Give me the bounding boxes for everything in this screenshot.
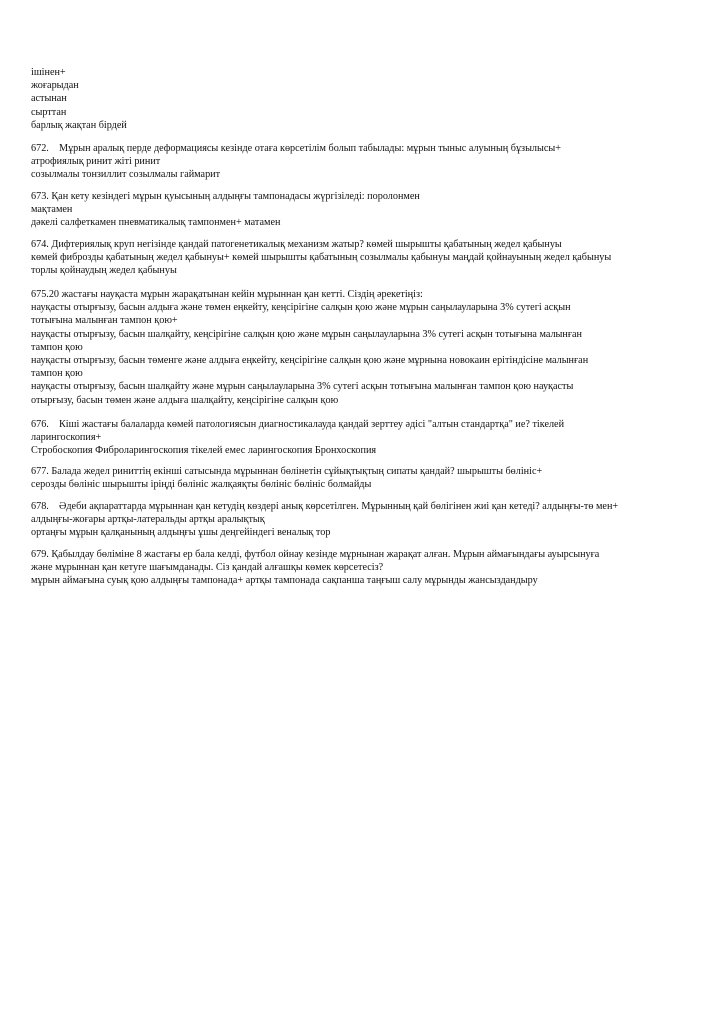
text-line: мақтамен <box>31 204 73 216</box>
text-line: көмей фиброзды қабатының жедел қабынуы+ көмей шырышты қабатының созылмалы қабынуы маңдай қойнауының жедел қабынуы <box>31 252 612 264</box>
text-line: науқасты отырғызу, басын алдыға және төмен еңкейту, кеңсірігіне салқын қою және мұрын саңылауларына 3% сутегі асқын <box>31 302 571 314</box>
text-line: астынан <box>31 93 67 105</box>
text-line: және мұрыннан қан кетуге шағымданады. Сіз қандай алғашқы көмек көрсетесіз? <box>31 562 384 574</box>
question-672 <box>31 142 683 182</box>
question-text: 673. Қан кету кезіндегі мұрын қуысының алдыңғы тампонадасы жүргізіледі: поролонмен <box>31 191 420 202</box>
question-676 <box>31 418 683 458</box>
text-line: серозды бөлініс шырышты іріңді бөлініс жалқаяқты бөлініс бөлініс болмайды <box>31 479 372 491</box>
question-677 <box>31 465 683 491</box>
question-679 <box>31 548 683 588</box>
text-line: тампон қою <box>31 368 83 380</box>
text-line: ларингоскопия+ <box>31 432 102 444</box>
question-678 <box>31 500 683 540</box>
text-line: отырғызу, басын төмен және алдыға шалқайту, кеңсірігіне салқын қою <box>31 394 339 406</box>
question-text: 676. Кіші жастағы балаларда көмей патологиясын диагностикалауда қандай зерттеу әдісі "алтын стандартқа" ие? тікелей <box>31 419 565 430</box>
text-line: науқасты отырғызу, басын төменге және алдыға еңкейту, кеңсірігіне салқын қою және мұрнына новокаин ерітіндісіне малынған <box>31 355 589 367</box>
question-text: 677. Балада жедел риниттің екінші сатысында мұрыннан бөлінетін сұйықтықтың сипаты қандай? шырышты бөлініс+ <box>31 466 543 477</box>
text-line: ішінен+ <box>31 67 66 78</box>
question-675 <box>31 288 683 407</box>
answer-options-671 <box>31 66 683 132</box>
text-line: тотығына малынған тампон қою+ <box>31 315 178 327</box>
question-text: 674. Дифтериялық круп негізінде қандай патогенетикалық механизм жатыр? көмей шырышты қабатының жедел қабынуы <box>31 239 562 250</box>
question-text: 675.20 жастағы науқаста мұрын жарақатынан кейін мұрыннан қан кетті. Сіздің әрекетіңіз: <box>31 289 423 300</box>
text-line: сырттан <box>31 106 67 118</box>
question-text: 678. Әдеби ақпараттарда мұрыннан қан кетудің көздері анық көрсетілген. Мұрынның қай бөлігінен жиі қан кетеді? алдыңғы-тө мен+ <box>31 501 619 512</box>
question-text: 679. Қабылдау бөліміне 8 жастағы ер бала келді, футбол ойнау кезінде мұрнынан жарақат алған. Мұрын аймағындағы ауырсынуға <box>31 549 600 560</box>
text-line: тампон қою <box>31 341 83 353</box>
text-line: торлы қойнаудың жедел қабынуы <box>31 265 177 277</box>
text-line: созылмалы тонзиллит созылмалы гаймарит <box>31 169 221 181</box>
text-line: науқасты отырғызу, басын шалқайту және мұрын саңылауларына 3% сутегі асқын тотығына малынған тампон қою науқасты <box>31 381 574 393</box>
text-line: мұрын аймағына суық қою алдыңғы тампонада+ артқы тампонада сақпанша таңғыш салу мұрынды жансыздандыру <box>31 575 538 587</box>
text-line: дәкелі салфеткамен пневматикалық тампонмен+ матамен <box>31 217 281 229</box>
text-line: жоғарыдан <box>31 80 79 92</box>
text-line: ортаңғы мұрын қалқанының алдыңғы ұшы деңгейіндегі веналық тор <box>31 527 331 539</box>
text-line: барлық жақтан бірдей <box>31 119 127 131</box>
text-line: Стробоскопия Фиброларингоскопия тікелей емес ларингоскопия Бронхоскопия <box>31 445 377 457</box>
question-673 <box>31 190 683 230</box>
text-line: атрофиялық ринит жіті ринит <box>31 156 161 168</box>
text-line: науқасты отырғызу, басын шалқайту, кеңсірігіне салқын қою және мұрын саңылауларына 3% сутегі асқын тотығына малынған <box>31 328 582 340</box>
question-674 <box>31 238 683 278</box>
text-line: алдыңғы-жоғары артқы-латеральды артқы аралықтық <box>31 514 265 526</box>
question-text: 672. Мұрын аралық перде деформациясы кезінде отаға көрсетілім болып табылады: мұрын тыныс алуының бұзылысы+ <box>31 143 561 154</box>
